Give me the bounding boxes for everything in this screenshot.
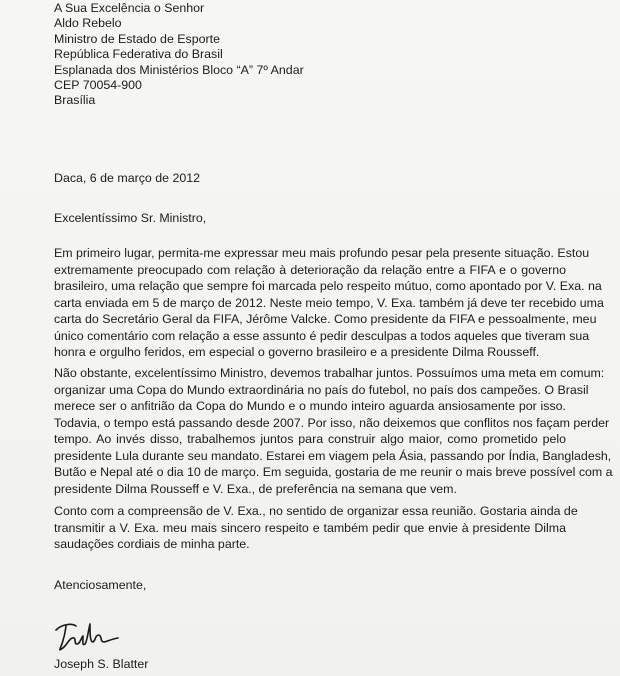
- paragraph-line: carta do Secretário Geral da FIFA, Jérôme Valcke. Como presidente da FIFA e pessoalmente, meu: [54, 312, 597, 326]
- recipient-line: A Sua Excelência o Senhor: [54, 1, 205, 15]
- recipient-address: [54, 1, 304, 109]
- paragraph-line: honra e orgulho feridos, em especial o governo brasileiro e a presidente Dilma Rousseff.: [54, 345, 540, 359]
- paragraph-line: Butão e Nepal até o dia 10 de março. Em seguida, gostaria de me reunir o mais breve possível com a: [54, 465, 613, 479]
- recipient-line: Aldo Rebelo: [54, 16, 122, 31]
- paragraph-line: organizar uma Copa do Mundo extraordinária no país do futebol, no país dos campeões. O Brasil: [54, 382, 589, 397]
- paragraph-2: [54, 365, 613, 497]
- paragraph-line: único comentário com relação a esse assunto é pedir desculpas a todos aqueles que tiveram sua: [54, 328, 590, 343]
- recipient-line: Brasília: [54, 93, 96, 108]
- paragraph-line: saudações cordiais de minha parte.: [54, 537, 250, 551]
- recipient-line: Esplanada dos Ministérios Bloco “A” 7º Andar: [54, 62, 304, 77]
- paragraph-line: Em primeiro lugar, permita-me expressar meu mais profundo pesar pela presente situação. Estou: [54, 246, 590, 260]
- paragraph-1: [54, 245, 604, 361]
- paragraph-line: Conto com a compreensão de V. Exa., no sentido de organizar essa reunião. Gostaria ainda de: [54, 504, 578, 518]
- paragraph-line: carta enviada em 5 de março de 2012. Neste meio tempo, V. Exa. também já deve ter recebido uma: [54, 295, 604, 310]
- handwritten-signature: [52, 616, 132, 656]
- signer-name: Joseph S. Blatter: [54, 657, 149, 671]
- paragraph-line: presidente Lula durante seu mandato. Estarei em viagem pela Ásia, passando por Índia, Bangladesh,: [54, 448, 612, 463]
- paragraph-line: tempo. Ao invés disso, trabalhemos juntos para construir algo maior, como prometido pelo: [54, 432, 566, 446]
- paragraph-line: brasileiro, uma relação que sempre foi marcada pelo respeito mútuo, como apontado por V. Exa. na: [54, 279, 602, 293]
- paragraph-line: Não obstante, excelentíssimo Ministro, devemos trabalhar juntos. Possuímos uma meta em comum:: [54, 366, 605, 380]
- recipient-line: CEP 70054-900: [54, 78, 142, 93]
- recipient-line: Ministro de Estado de Esporte: [54, 31, 220, 46]
- closing: Atenciosamente,: [54, 578, 147, 592]
- recipient-line: República Federativa do Brasil: [54, 47, 223, 62]
- paragraph-line: transmitir a V. Exa. meu mais sincero respeito e também pedir que envie à presidente Dilma: [54, 520, 566, 535]
- paragraph-line: extremamente preocupado com relação à deterioração da relação entre a FIFA e o governo: [54, 262, 566, 277]
- date-line: Daca, 6 de março de 2012: [54, 171, 201, 185]
- salutation: Excelentíssimo Sr. Ministro,: [54, 211, 207, 225]
- paragraph-line: merece ser o anfitrião da Copa do Mundo e o mundo inteiro aguarda ansiosamente por isso.: [54, 399, 566, 413]
- paragraph-line: Todavia, o tempo está passando desde 2007. Por isso, não deixemos que conflitos nos façam perder: [54, 415, 610, 430]
- paragraph-line: presidente Dilma Rousseff e V. Exa., de preferência na semana que vem.: [54, 481, 457, 496]
- paragraph-3: [54, 503, 578, 553]
